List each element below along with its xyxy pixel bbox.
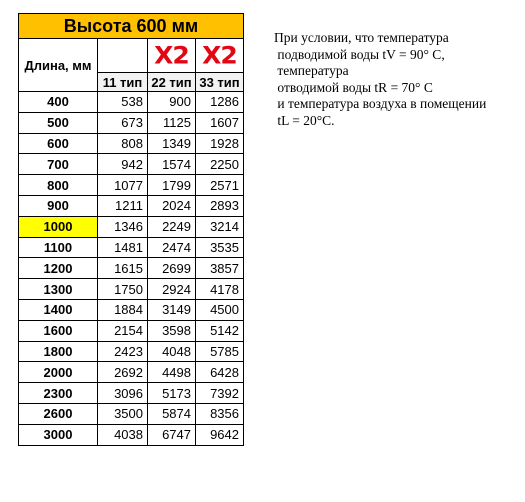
power-value-cell: 1799 xyxy=(148,175,196,196)
power-value-cell: 1346 xyxy=(98,216,148,237)
power-value-cell: 3535 xyxy=(196,237,244,258)
power-value-cell: 3857 xyxy=(196,258,244,279)
logo-cell-empty xyxy=(98,39,148,73)
x2-logo-icon: X2 xyxy=(154,41,189,70)
power-value-cell: 4048 xyxy=(148,341,196,362)
table-row xyxy=(19,237,244,258)
power-value-cell: 1349 xyxy=(148,133,196,154)
table-row xyxy=(19,320,244,341)
table-row xyxy=(19,403,244,424)
table-row xyxy=(19,112,244,133)
power-value-cell: 5874 xyxy=(148,403,196,424)
power-value-cell: 7392 xyxy=(196,383,244,404)
length-cell: 900 xyxy=(19,195,98,216)
power-value-cell: 5173 xyxy=(148,383,196,404)
power-value-cell: 1286 xyxy=(196,92,244,113)
length-cell: 3000 xyxy=(19,424,98,445)
power-value-cell: 2423 xyxy=(98,341,148,362)
power-value-cell: 2250 xyxy=(196,154,244,175)
table-row xyxy=(19,133,244,154)
power-value-cell: 3096 xyxy=(98,383,148,404)
length-cell: 1200 xyxy=(19,258,98,279)
table-row xyxy=(19,258,244,279)
table-row xyxy=(19,424,244,445)
type-header-11: 11 тип xyxy=(98,73,148,92)
power-value-cell: 942 xyxy=(98,154,148,175)
note-line: отводимой воды tR = 70° C xyxy=(274,79,433,95)
length-cell: 1800 xyxy=(19,341,98,362)
length-column-header: Длина, мм xyxy=(19,39,98,92)
table-row xyxy=(19,195,244,216)
length-cell: 700 xyxy=(19,154,98,175)
length-cell: 2300 xyxy=(19,383,98,404)
table-row xyxy=(19,175,244,196)
power-value-cell: 2154 xyxy=(98,320,148,341)
table-row xyxy=(19,216,244,237)
power-value-cell: 1615 xyxy=(98,258,148,279)
brand-logo-cell xyxy=(196,39,244,73)
length-cell: 2600 xyxy=(19,403,98,424)
power-value-cell: 900 xyxy=(148,92,196,113)
conditions-note xyxy=(274,30,486,129)
length-cell: 1600 xyxy=(19,320,98,341)
power-value-cell: 4178 xyxy=(196,279,244,300)
table-row xyxy=(19,92,244,113)
power-value-cell: 2924 xyxy=(148,279,196,300)
power-value-cell: 5142 xyxy=(196,320,244,341)
table-row xyxy=(19,299,244,320)
length-cell: 500 xyxy=(19,112,98,133)
note-line: tL = 20°C. xyxy=(274,112,335,128)
length-cell: 1400 xyxy=(19,299,98,320)
table-row xyxy=(19,383,244,404)
table-row xyxy=(19,154,244,175)
power-value-cell: 4038 xyxy=(98,424,148,445)
power-value-cell: 3149 xyxy=(148,299,196,320)
note-line: подводимой воды tV = 90° C, xyxy=(274,46,445,62)
table-row xyxy=(19,341,244,362)
type-header-22: 22 тип xyxy=(148,73,196,92)
power-value-cell: 4500 xyxy=(196,299,244,320)
power-value-cell: 538 xyxy=(98,92,148,113)
power-value-cell: 1125 xyxy=(148,112,196,133)
table-title: Высота 600 мм xyxy=(19,14,244,39)
power-value-cell: 1884 xyxy=(98,299,148,320)
note-line: температура xyxy=(274,63,349,78)
type-header-33: 33 тип xyxy=(196,73,244,92)
length-cell: 1300 xyxy=(19,279,98,300)
power-value-cell: 2474 xyxy=(148,237,196,258)
power-value-cell: 2571 xyxy=(196,175,244,196)
power-value-cell: 673 xyxy=(98,112,148,133)
power-value-cell: 6428 xyxy=(196,362,244,383)
power-value-cell: 1607 xyxy=(196,112,244,133)
power-value-cell: 2024 xyxy=(148,195,196,216)
power-value-cell: 3214 xyxy=(196,216,244,237)
power-value-cell: 3500 xyxy=(98,403,148,424)
power-value-cell: 2893 xyxy=(196,195,244,216)
power-value-cell: 2692 xyxy=(98,362,148,383)
radiator-power-table xyxy=(18,13,244,446)
length-cell: 1100 xyxy=(19,237,98,258)
power-value-cell: 4498 xyxy=(148,362,196,383)
brand-logo-cell xyxy=(148,39,196,73)
table-row xyxy=(19,362,244,383)
power-value-cell: 9642 xyxy=(196,424,244,445)
length-cell: 800 xyxy=(19,175,98,196)
power-value-cell: 2249 xyxy=(148,216,196,237)
power-value-cell: 1481 xyxy=(98,237,148,258)
note-line: При условии, что температура xyxy=(274,30,449,45)
length-cell: 600 xyxy=(19,133,98,154)
power-value-cell: 3598 xyxy=(148,320,196,341)
length-cell: 2000 xyxy=(19,362,98,383)
length-cell: 400 xyxy=(19,92,98,113)
power-value-cell: 2699 xyxy=(148,258,196,279)
power-value-cell: 808 xyxy=(98,133,148,154)
note-line: и температура воздуха в помещении xyxy=(274,96,487,111)
power-value-cell: 1211 xyxy=(98,195,148,216)
power-value-cell: 1574 xyxy=(148,154,196,175)
power-value-cell: 1077 xyxy=(98,175,148,196)
power-value-cell: 5785 xyxy=(196,341,244,362)
length-cell: 1000 xyxy=(19,216,98,237)
power-value-cell: 1750 xyxy=(98,279,148,300)
x2-logo-icon: X2 xyxy=(202,41,237,70)
power-value-cell: 8356 xyxy=(196,403,244,424)
table-row xyxy=(19,279,244,300)
power-value-cell: 1928 xyxy=(196,133,244,154)
power-value-cell: 6747 xyxy=(148,424,196,445)
